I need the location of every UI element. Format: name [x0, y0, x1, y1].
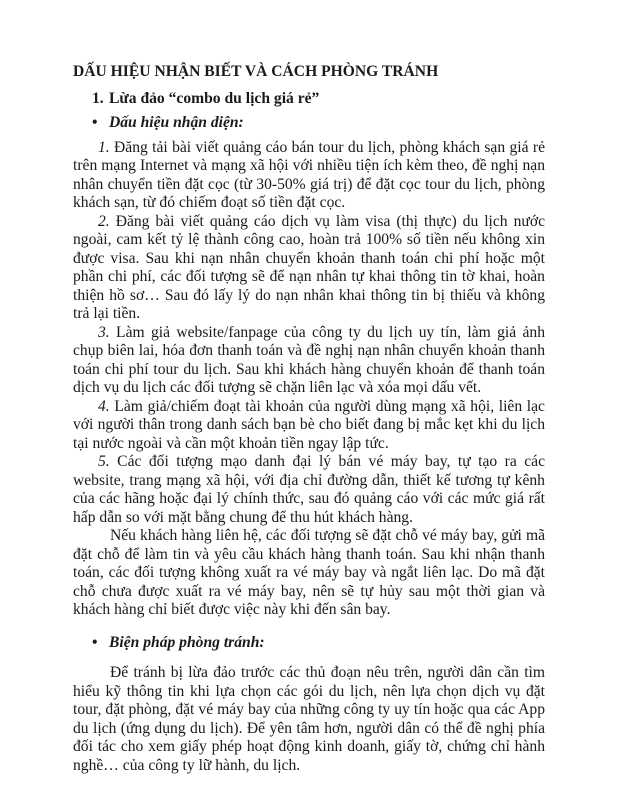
document-title: DẤU HIỆU NHẬN BIẾT VÀ CÁCH PHÒNG TRÁNH [73, 63, 439, 80]
text-line: Để yên tâm hơn, người dân có thể đề nghị phía đối tác cho xem giấy phép hoạt động [73, 719, 545, 755]
text-line: hóa đơn thanh toán và đề nghị nạn nhân chuyển khoản thanh toán chi phí tour du [73, 342, 545, 378]
text-line: cần một khoản tiền ngay lập tức. [184, 434, 389, 452]
bullet-heading-text: Dấu hiệu nhận diện: [109, 114, 244, 131]
text-line: đặt cọc (từ 30-50% giá trị) để đặt cọc tour du lịch, phòng khách sạn, từ đó chiếm [73, 175, 545, 211]
section-heading-text: Lừa đảo “combo du lịch giá rẻ” [109, 89, 320, 107]
signs-list [73, 139, 545, 528]
text-line: sẽ chặn liên lạc và xóa mọi dấu vết. [259, 379, 482, 396]
text-line: khai thông tin bị thiếu và không trả lại tiền. [73, 286, 545, 322]
bullet-heading-text: Biện pháp phòng tránh: [109, 633, 265, 651]
note-paragraph [73, 527, 545, 620]
bullet-icon: • [92, 633, 98, 651]
text-line: Các đối tượng mạo danh đại lý bán vé máy bay, tự tạo ra các website, trang [73, 453, 545, 489]
list-item [73, 213, 545, 324]
section-number: 1. [92, 89, 104, 107]
text-line: kết tỷ lệ thành công cao, hoàn trả 100% số tiền nếu không xin được visa. Sau khi [73, 231, 546, 267]
item-number: 1. [98, 138, 110, 156]
text-line: làm tin và yêu cầu khách hàng thanh toán. Sau khi nhận thanh toán, các đối tượng không [73, 545, 545, 581]
item-number: 2. [98, 212, 110, 230]
text-line: Làm giả website/fanpage của công ty du lịch uy tín, làm giả ảnh chụp biên lai, [73, 323, 545, 359]
list-item [73, 398, 545, 454]
section-heading [92, 90, 545, 109]
text-line: Làm giả/chiếm đoạt tài khoản của người dùng mạng xã hội, liên lạc với người [73, 397, 545, 433]
text-line: đoạt số tiền đặt cọc. [220, 194, 346, 211]
text-line: kinh doanh, giấy tờ, chứng chỉ hành nghề… của công ty lữ hành, du lịch. [73, 738, 545, 774]
text-line: Internet và mạng xã hội với nhiều tiện ích kèm theo, đề nghị nạn nhân chuyển tiền [73, 157, 545, 193]
text-line: chính thức, sau đó quảng cáo với các mức giá rất hấp dẫn so với mặt bằng chung để [73, 490, 546, 526]
text-line: để nạn nhân tự khai thông tin tờ khai, hoàn thiện hồ sơ… Sau đó lấy lý do nạn nhân [73, 268, 545, 304]
text-line: Nếu khách hàng liên hệ, các đối tượng sẽ đặt chỗ vé máy bay, gửi mã đặt chỗ để [73, 527, 545, 563]
text-line: lịch. Sau khi khách hàng chuyển khoản để thanh toán dịch vụ du lịch các đối tượng [73, 360, 545, 396]
text-line: thu hút khách hàng. [290, 508, 413, 526]
item-number: 3. [98, 323, 110, 341]
item-number: 5. [98, 453, 110, 470]
text-line: Đăng bài viết quảng cáo dịch vụ làm visa (thị thực) du lịch nước ngoài, cam [73, 212, 545, 248]
text-line: vé máy bay của những công ty uy tín hoặc qua các App du lịch (ứng dụng du lịch). [73, 701, 545, 737]
text-line: Đăng tải bài viết quảng cáo bán tour du lịch, phòng khách sạn giá rẻ trên mạng [73, 138, 545, 174]
prevention-paragraph [73, 664, 545, 775]
bullet-icon: • [92, 114, 98, 131]
text-line: Để tránh bị lừa đảo trước các thủ đoạn nêu trên, người dân cần tìm hiểu kỹ [73, 664, 545, 700]
list-item [73, 324, 545, 398]
item-number: 4. [98, 397, 110, 415]
text-line: xuất ra vé máy bay và ngắt liên lạc. Do mã đặt chỗ chưa được xuất ra vé máy bay, nên [73, 564, 545, 600]
bullet-heading-signs [92, 114, 545, 133]
text-line: thông tin khi lựa chọn các gói du lịch, nên lựa chọn dịch vụ đặt tour, đặt phòng, đặt [73, 682, 546, 718]
text-line: sẽ tự hủy sau một thời gian và khách hàng chỉ biết được việc này khi đến sân bay. [73, 582, 545, 618]
bullet-heading-prevention [92, 634, 545, 653]
text-line: mạng xã hội, với địa chỉ đường dẫn, thiết kế tương tự kênh của các hãng hoặc đại lý [73, 471, 545, 507]
text-line: nạn nhân chuyển khoản thanh toán chi phí hoặc một phần chi phí, các đối tượng sẽ [73, 249, 545, 285]
list-item [73, 139, 545, 213]
text-line: thân trong danh sách bạn bè cho biết đang bị mắc kẹt khi du lịch tại nước ngoài và [73, 416, 545, 452]
document-page [73, 0, 545, 775]
list-item [73, 453, 545, 527]
